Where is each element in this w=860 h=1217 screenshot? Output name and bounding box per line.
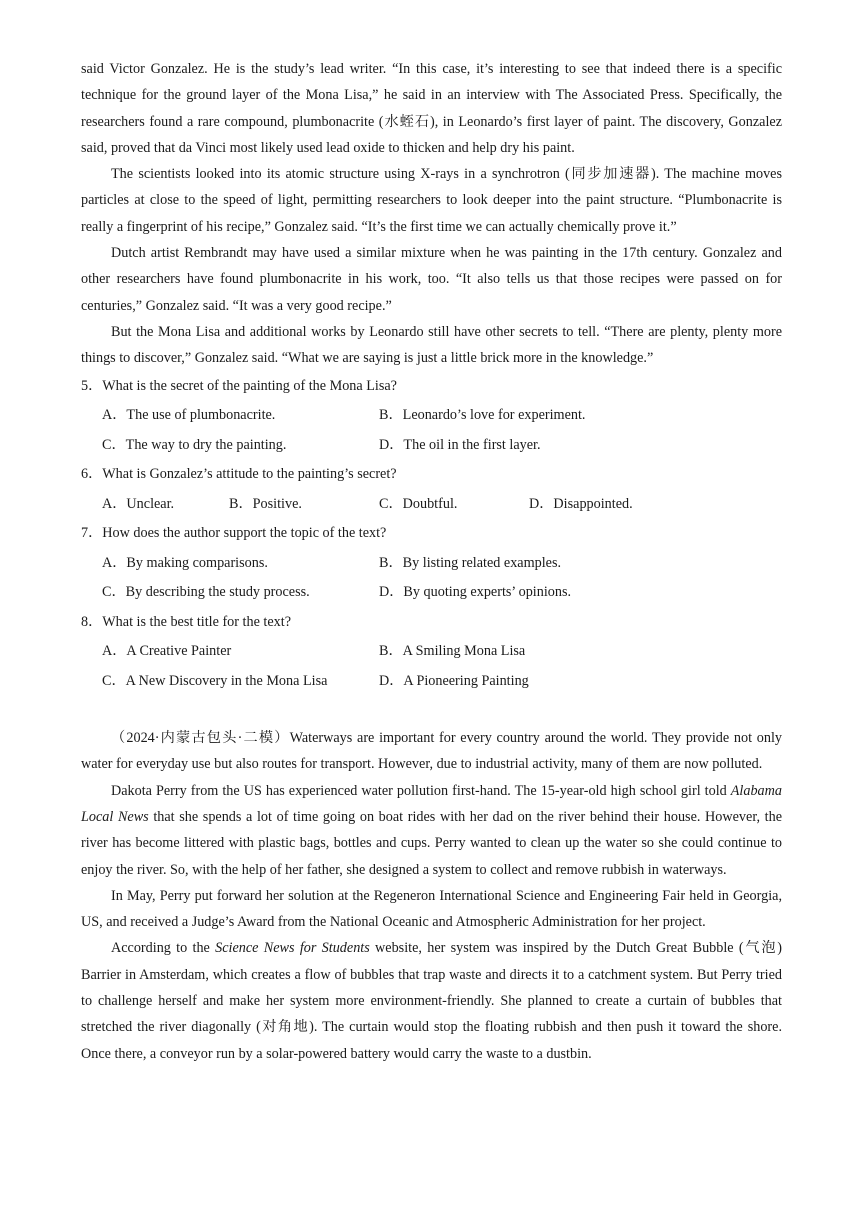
question-7-options-row-1 [81,549,782,579]
passage2-paragraph-1: （2024·内蒙古包头·二模）Waterways are important for every country around the world. They provide not only water for everyday use but also routes for transport. However, due to industrial activity, many of them are now polluted. [81,730,782,773]
question-5-option-d: D．The oil in the first layer. [379,436,541,453]
question-8-option-c: C．A New Discovery in the Mona Lisa [102,672,328,689]
passage2-paragraph-2 [81,778,782,883]
passage2-paragraph-4-text-b: website, her system was inspired by the Dutch Great Bubble (气泡) Barrier in Amsterdam, which creates a flow of bubbles that trap waste and directs it to a catchment system. But Perry tried to challenge herself and make her system more environment-friendly. She planned to create a curtain of bubbles that stretched the river diagonally (对角地). The curtain would stop the floating rubbish and then push it toward the shore. Once there, a conveyor run by a solar-powered battery would carry the waste to a dustbin. [81,940,782,1062]
question-7-option-b: B．By listing related examples. [379,554,562,571]
newspaper-name: Alabama Local News [81,782,782,825]
question-8-option-d: D．A Pioneering Painting [379,672,529,689]
question-6-option-a: A．Unclear. [102,495,175,512]
question-5-options-row-2 [81,431,782,461]
question-8 [81,608,782,697]
question-8-options-row-1 [81,637,782,667]
question-5-stem: 5．What is the secret of the painting of the Mona Lisa? [81,377,397,394]
passage2-paragraph-4-text-a: According to the [111,940,216,957]
passage1-paragraph-4: But the Mona Lisa and additional works by Leonardo still have other secrets to tell. “There are plenty, plenty more things to discover,” Gonzalez said. “What we are saying is just a little brick more in the knowledge.” [81,323,782,367]
question-7-option-a: A．By making comparisons. [102,554,268,571]
question-6-options-row [81,490,782,520]
question-8-option-b: B．A Smiling Mona Lisa [379,643,526,660]
question-8-option-a: A．A Creative Painter [102,643,232,660]
passage1-paragraph-2: The scientists looked into its atomic structure using X-rays in a synchrotron (同步加速器). The machine moves particles at close to the speed of light, permitting researchers to look deeper into the paint structure. “Plumbonacrite is really a fingerprint of his recipe,” Gonzalez said. “It’s the first time we can actually chemically prove it.” [81,166,782,235]
question-7-option-c: C．By describing the study process. [102,584,310,601]
question-8-stem: 8．What is the best title for the text? [81,613,291,630]
website-name: Science News for Students [215,940,370,957]
section-gap [81,696,782,725]
question-5 [81,372,782,461]
question-7 [81,519,782,608]
question-7-option-d: D．By quoting experts’ opinions. [379,584,572,601]
question-6-option-b: B．Positive. [229,495,302,512]
question-5-option-b: B．Leonardo’s love for experiment. [379,407,586,424]
passage2-paragraph-3: In May, Perry put forward her solution at the Regeneron International Science and Engineering Fair held in Georgia, US, and received a Judge’s Award from the National Oceanic and Atmospheric Administration for her project. [81,887,782,931]
question-6-option-c: C．Doubtful. [379,495,458,512]
passage1-paragraph-3: Dutch artist Rembrandt may have used a similar mixture when he was painting in the 17th century. Gonzalez and other researchers have found plumbonacrite in his work, too. “It also tells us that those recipes were passed on for centuries,” Gonzalez said. “It was a very good recipe.” [81,245,782,314]
question-5-option-a: A．The use of plumbonacrite. [102,407,276,424]
question-7-stem: 7．How does the author support the topic of the text? [81,525,387,542]
passage2-paragraph-2-text-a: Dakota Perry from the US has experienced water pollution first-hand. The 15-year-old high school girl told [111,782,731,799]
question-6 [81,460,782,519]
question-5-options-row-1 [81,401,782,431]
question-8-options-row-2 [81,667,782,697]
question-6-option-d: D．Disappointed. [529,495,633,512]
question-7-options-row-2 [81,578,782,608]
question-5-option-c: C．The way to dry the painting. [102,436,287,453]
passage2-paragraph-4 [81,935,782,1066]
question-6-stem: 6．What is Gonzalez’s attitude to the painting’s secret? [81,466,397,483]
passage1-paragraph-1: said Victor Gonzalez. He is the study’s lead writer. “In this case, it’s interesting to see that indeed there is a specific technique for the ground layer of the Mona Lisa,” he said in an interview with The Associated Press. Specifically, the researchers found a rare compound, plumbonacrite (水蛭石), in Leonardo’s first layer of paint. The discovery, Gonzalez said, proved that da Vinci most likely used lead oxide to thicken and help dry his paint. [81,61,782,156]
passage2-paragraph-2-text-b: that she spends a lot of time going on boat rides with her dad on the river behind their house. However, the river has become littered with plastic bags, bottles and cups. Perry wanted to clean up the water so she could continue to enjoy the river. So, with the help of her father, she designed a system to collect and remove rubbish in waterways. [81,808,782,878]
